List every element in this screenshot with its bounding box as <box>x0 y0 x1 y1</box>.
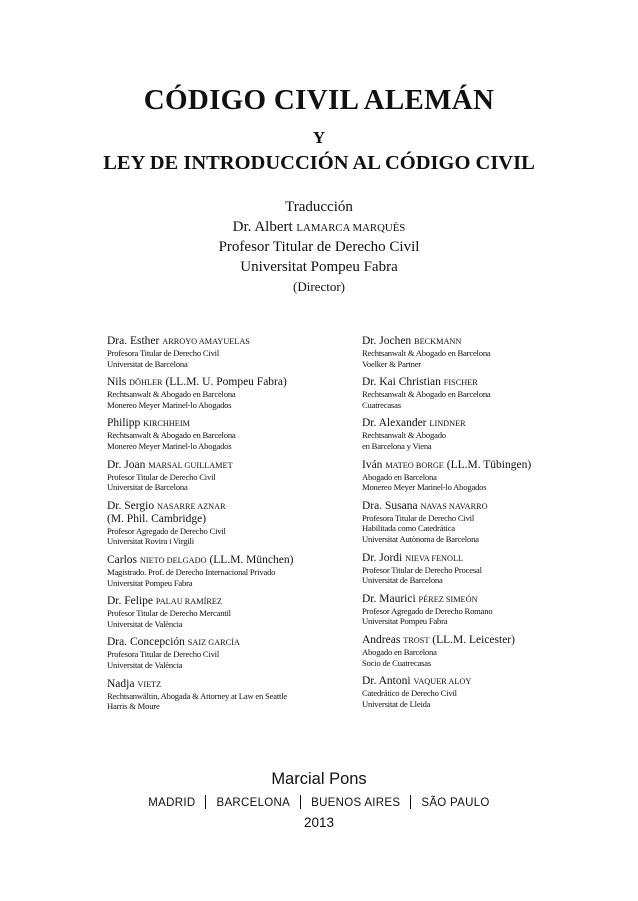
contributor-name-prefix: Dra. Esther <box>107 335 163 347</box>
contributor-affiliation: Abogado en Barcelona <box>362 471 437 482</box>
contributor-name-prefix: Nils <box>107 376 130 389</box>
contributor-name <box>107 376 337 389</box>
contributor-affiliation: Universitat de Barcelona <box>107 482 188 493</box>
contributor-affiliation: Monereo Meyer Marinel-lo Abogados <box>107 399 232 410</box>
contributor-affiliation: Rechtsanwalt & Abogado en Barcelona <box>107 389 236 400</box>
contributor-name <box>362 675 592 688</box>
contributor-surname: NIETO DELGADO <box>139 555 207 565</box>
contributor-entry <box>362 459 592 493</box>
city-separator <box>410 795 411 809</box>
contributor-affiliation: Universitat de Barcelona <box>362 575 443 586</box>
contributor-affiliation: Abogado en Barcelona <box>362 646 437 657</box>
contributor-affiliation: Socio de Cuatrecasas <box>362 657 432 668</box>
contributor-affiliation: Magistrado. Prof. de Derecho Internacional Privado <box>107 566 276 577</box>
contributor-entry <box>107 636 337 670</box>
contributor-affiliation: Rechtsanwalt & Abogado en Barcelona <box>107 430 236 441</box>
contributor-affiliation: Profesor Agregado de Derecho Romano <box>362 605 493 616</box>
contributor-name <box>107 500 337 513</box>
translation-heading: Traducción <box>285 199 353 215</box>
contributor-name <box>107 459 337 472</box>
contributor-name-prefix: Dra. Susana <box>362 499 421 512</box>
contributor-affiliation: Profesor Agregado de Derecho Civil <box>107 525 226 536</box>
contributor-surname: PÉREZ SIMEÓN <box>418 594 478 604</box>
contributor-name-prefix: Dr. Kai Christian <box>362 376 444 389</box>
contributor-affiliation: Catedrático de Derecho Civil <box>362 688 457 699</box>
publisher-cities <box>0 795 638 809</box>
contributor-affiliation: Profesora Titular de Derecho Civil <box>362 512 475 523</box>
contributor-entry <box>362 675 592 709</box>
contributor-name <box>107 417 337 430</box>
contributor-affiliation: Profesor Titular de Derecho Procesal <box>362 564 482 575</box>
contributor-surname: SAIZ GARCÍA <box>187 638 240 648</box>
contributor-surname: VAQUER ALOY <box>413 677 472 687</box>
contributor-affiliation: Monereo Meyer Marinel-lo Abogados <box>362 482 487 493</box>
director-university: Universitat Pompeu Fabra <box>240 258 398 275</box>
contributor-name <box>362 376 592 389</box>
publisher-city: SÃO PAULO <box>421 797 490 809</box>
contributor-name-suffix: (LL.M. Leicester) <box>429 633 515 646</box>
contributor-affiliation: Universitat Pompeu Fabra <box>107 577 193 588</box>
director-name-prefix: Dr. Albert <box>232 218 297 235</box>
contributor-entry <box>107 595 337 629</box>
contributor-name <box>362 593 592 606</box>
contributor-affiliation: Rechtsanwalt & Abogado en Barcelona <box>362 389 491 400</box>
contributor-affiliation: Universitat Rovira i Virgili <box>107 536 194 547</box>
contributor-name <box>362 634 592 647</box>
contributor-entry <box>362 335 592 369</box>
contributor-entry <box>107 678 337 712</box>
book-subtitle: LEY DE INTRODUCCIÓN AL CÓDIGO CIVIL <box>103 152 535 174</box>
contributor-name-prefix: Dr. Jordi <box>362 551 406 564</box>
contributor-name-prefix: Dra. Concepción <box>107 636 188 649</box>
contributor-name-prefix: Dr. Alexander <box>362 417 430 430</box>
contributor-name-suffix: (LL.M. U. Pompeu Fabra) <box>162 376 287 389</box>
contributor-surname: NAVAS NAVARRO <box>420 501 488 511</box>
contributor-name <box>362 500 592 513</box>
contributor-entry <box>107 554 337 588</box>
contributor-entry <box>362 552 592 586</box>
title-connector: Y <box>312 128 326 147</box>
contributor-name <box>362 335 592 348</box>
contributor-surname: VIETZ <box>137 679 162 689</box>
director-role: (Director) <box>293 279 345 294</box>
contributor-surname: NIEVA FENOLL <box>405 553 464 563</box>
contributor-surname: MARSAL GUILLAMET <box>148 460 233 470</box>
contributor-name-prefix: Dr. Antoni <box>362 675 414 688</box>
contributor-entry <box>362 500 592 545</box>
book-title: CÓDIGO CIVIL ALEMÁN <box>143 84 495 116</box>
contributor-name <box>362 552 592 565</box>
contributor-surname: FISCHER <box>443 378 478 388</box>
director-name <box>0 218 638 239</box>
contributor-name-prefix: Dr. Felipe <box>107 595 156 608</box>
contributor-entry <box>107 376 337 410</box>
publisher-city: BUENOS AIRES <box>311 797 401 809</box>
contributor-affiliation: Universitat Pompeu Fabra <box>362 616 448 627</box>
director-surname: LAMARCA MARQUÈS <box>296 221 406 234</box>
contributor-affiliation: Universitat de València <box>107 659 183 670</box>
contributors-right-column <box>362 335 592 709</box>
contributor-name <box>362 417 592 430</box>
contributor-name-suffix: (LL.M. München) <box>206 553 294 566</box>
contributor-name-suffix: (LL.M. Tübingen) <box>443 458 532 471</box>
contributor-affiliation: en Barcelona y Viena <box>362 440 432 451</box>
contributor-name-prefix: Dr. Maurici <box>362 592 419 605</box>
contributor-surname: PALAU RAMÍREZ <box>155 597 222 607</box>
publisher-city: BARCELONA <box>216 797 291 809</box>
contributor-affiliation: Rechtsanwältin, Abogada & Attorney at Law en Seattle <box>107 690 288 701</box>
contributor-surname: NASARRE AZNAR <box>156 501 226 511</box>
contributor-name-prefix: Dr. Sergio <box>107 499 157 512</box>
contributor-surname: ARROYO AMAYUELAS <box>162 337 250 346</box>
contributor-entry <box>107 459 337 493</box>
publisher-city: MADRID <box>148 797 196 809</box>
contributors-left-column <box>107 335 337 712</box>
director-position: Profesor Titular de Derecho Civil <box>218 239 420 255</box>
city-separator <box>300 795 301 809</box>
contributor-affiliation: Cuatrecasas <box>362 399 401 410</box>
publisher-name: Marcial Pons <box>271 770 367 788</box>
contributor-name <box>362 459 592 472</box>
contributor-affiliation: Rechtsanwalt & Abogado en Barcelona <box>362 348 491 358</box>
contributor-entry <box>362 376 592 410</box>
contributor-surname: TROST <box>403 635 430 645</box>
contributor-entry <box>362 417 592 451</box>
contributor-degree: (M. Phil. Cambridge) <box>107 512 207 525</box>
contributor-name <box>107 636 337 649</box>
contributor-name <box>107 595 337 608</box>
contributor-affiliation: Profesor Titular de Derecho Civil <box>107 471 216 482</box>
contributor-affiliation: Monereo Meyer Marinel-lo Abogados <box>107 440 232 451</box>
city-separator <box>205 795 206 809</box>
contributor-surname: MATEO BORGE <box>385 460 444 470</box>
contributor-name-prefix: Nadja <box>107 677 138 690</box>
contributor-affiliation: Voelker & Partner <box>362 358 421 369</box>
contributor-name <box>107 335 337 348</box>
contributor-surname: KIRCHHEIM <box>143 419 190 429</box>
contributor-entry <box>362 593 592 627</box>
contributor-affiliation: Profesora Titular de Derecho Civil <box>107 649 220 660</box>
contributor-entry <box>362 634 592 668</box>
contributor-affiliation: Profesor Titular de Derecho Mercantil <box>107 608 231 619</box>
translation-block <box>0 198 638 297</box>
contributor-name-prefix: Philipp <box>107 417 144 430</box>
contributor-name-prefix: Andreas <box>362 633 404 646</box>
contributor-name-prefix: Iván <box>362 458 386 471</box>
contributor-name <box>107 678 337 691</box>
contributor-name <box>107 554 337 567</box>
contributor-affiliation: Habilitada como Catedrática <box>362 523 455 534</box>
contributor-affiliation: Universitat de València <box>107 618 183 629</box>
contributor-affiliation: Harris & Moure <box>107 701 160 712</box>
contributor-entry <box>107 417 337 451</box>
contributor-affiliation: Universitat de Lleida <box>362 698 431 709</box>
contributor-entry <box>107 335 337 369</box>
publication-year: 2013 <box>303 815 335 830</box>
contributor-affiliation: Universitat de Barcelona <box>107 358 188 369</box>
contributor-name-prefix: Carlos <box>107 553 140 566</box>
contributor-name-prefix: Dr. Jochen <box>362 335 415 347</box>
contributor-affiliation: Universitat Autònoma de Barcelona <box>362 533 479 544</box>
contributor-surname: BECKMANN <box>414 337 462 346</box>
contributor-affiliation: Profesora Titular de Derecho Civil <box>107 348 220 358</box>
contributor-name-prefix: Dr. Joan <box>107 458 149 471</box>
contributor-affiliation: Rechtsanwalt & Abogado <box>362 430 446 441</box>
contributor-entry <box>107 500 337 547</box>
contributor-surname: LINDNER <box>429 419 466 429</box>
contributor-surname: DÖHLER <box>129 378 163 388</box>
